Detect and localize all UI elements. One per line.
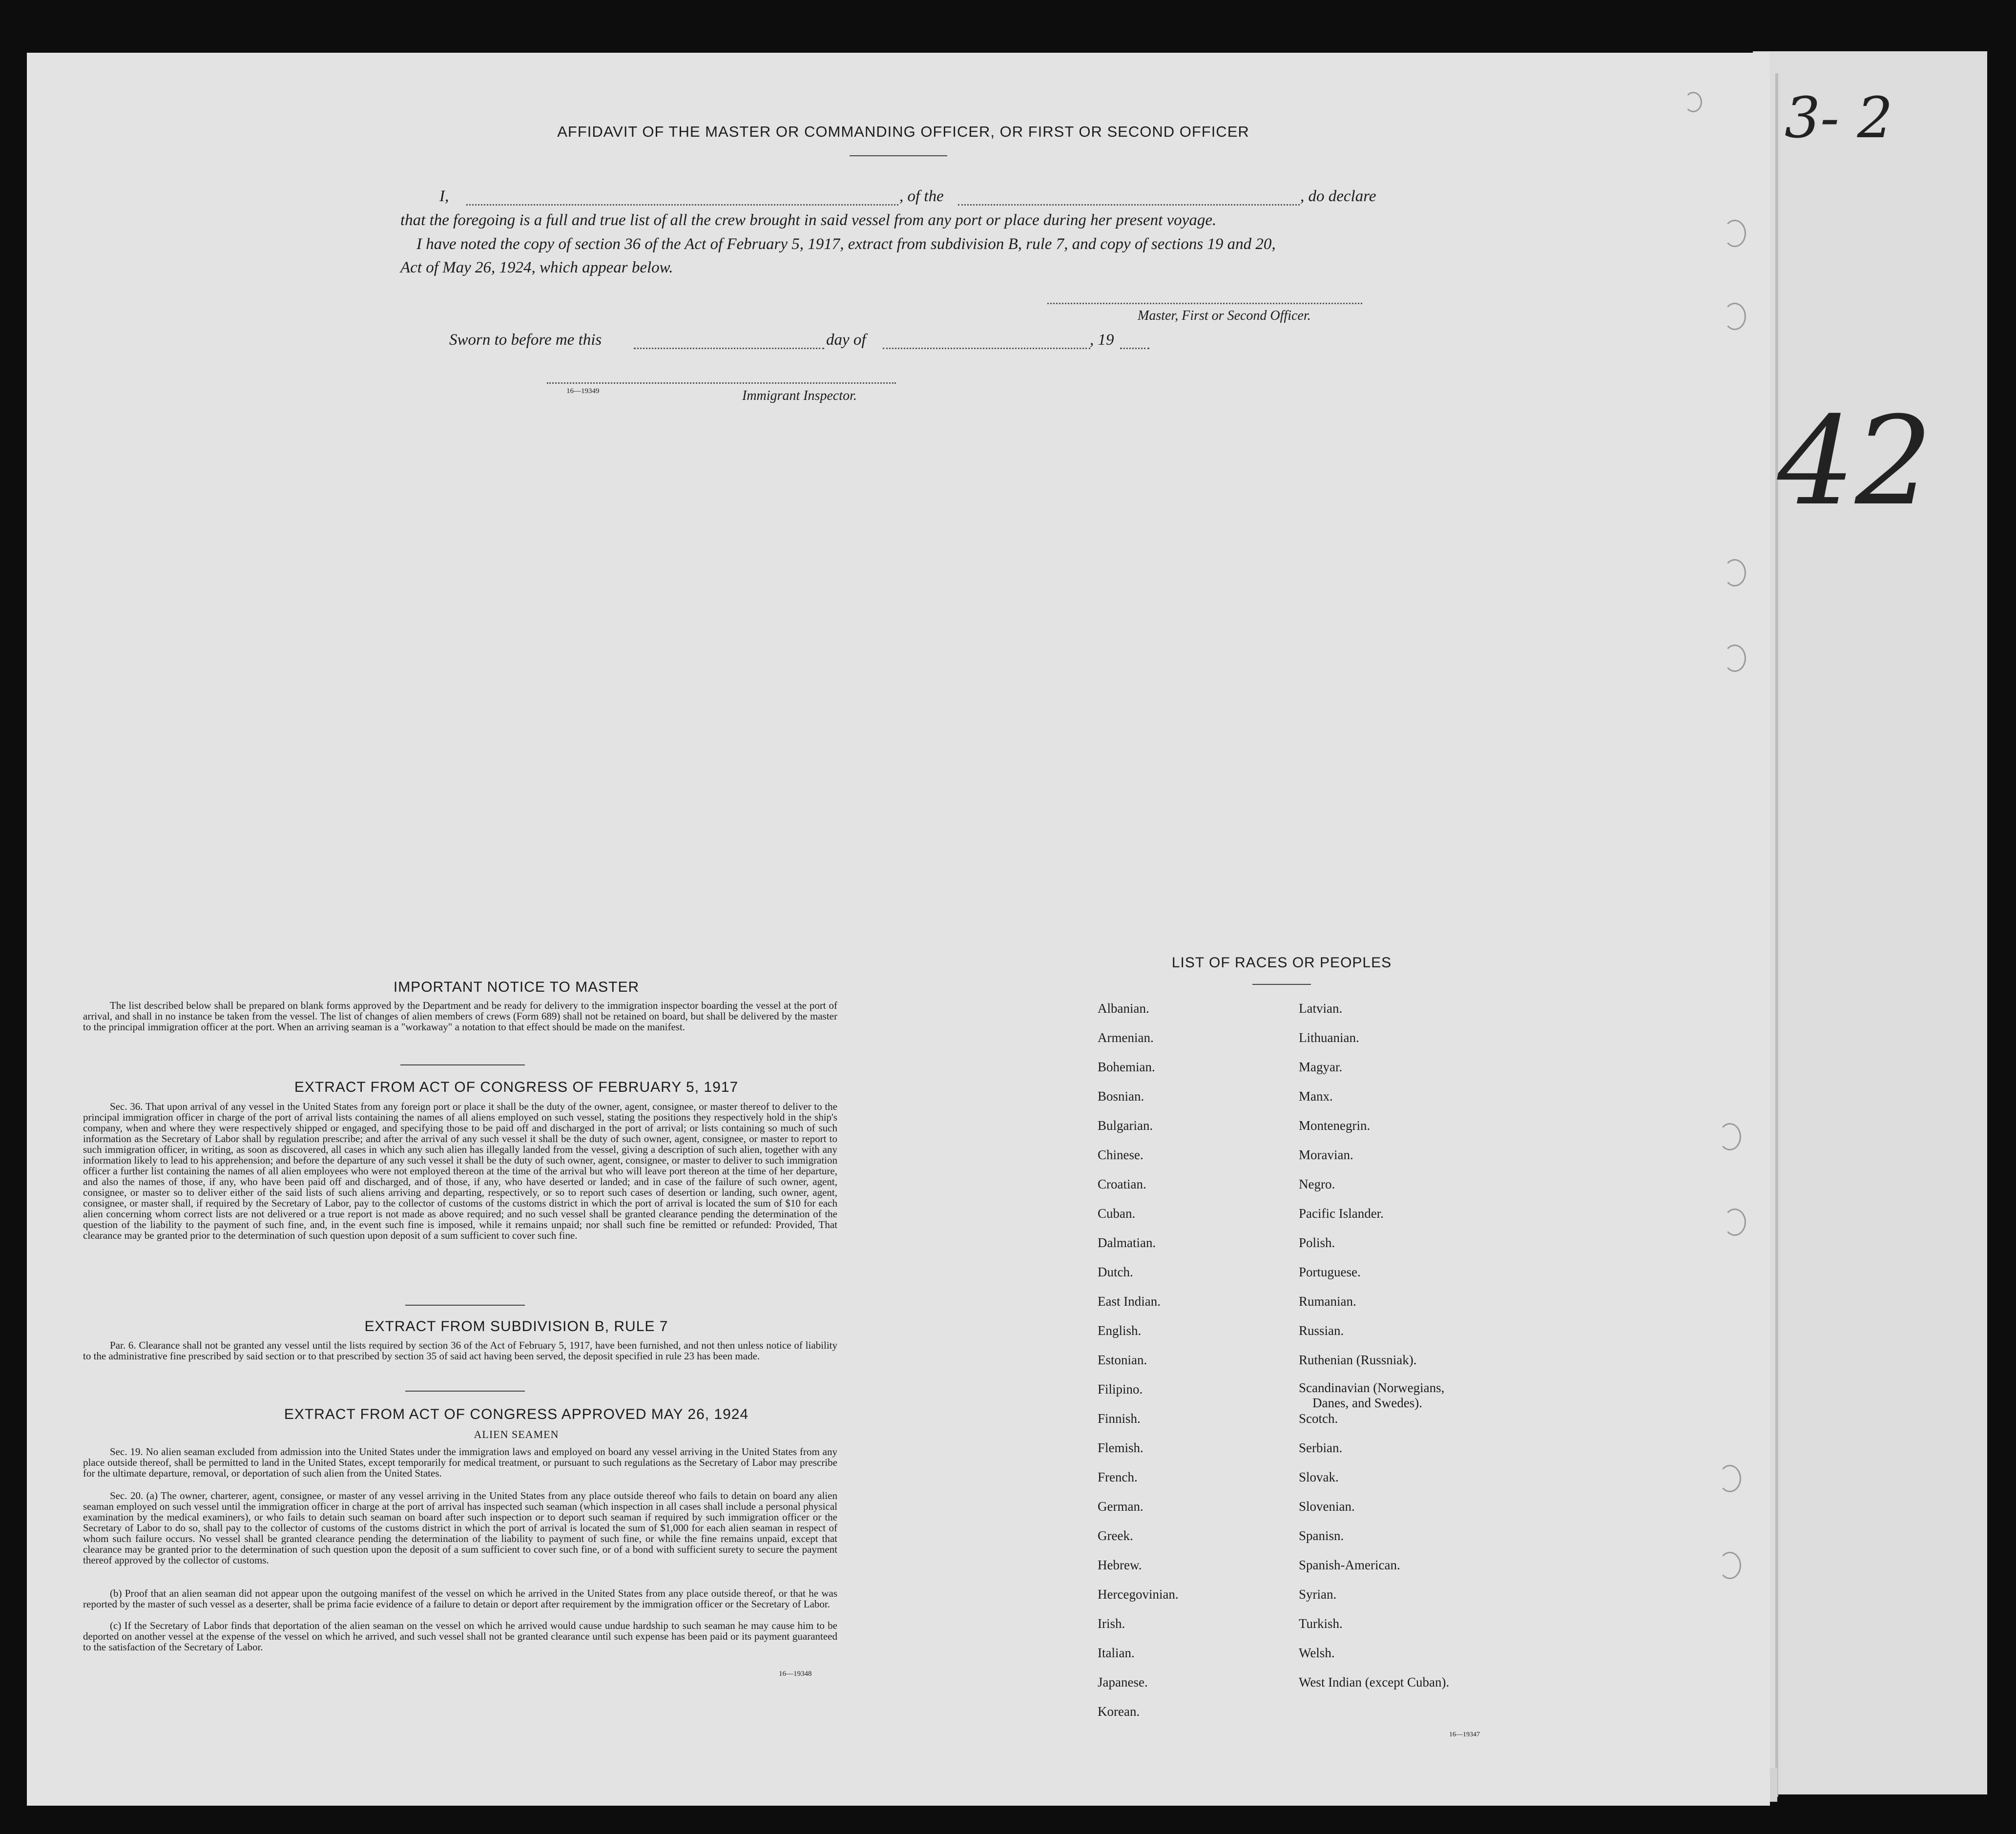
race-entry: Danes, and Swedes).: [1312, 1396, 1422, 1410]
race-entry: Negro.: [1299, 1177, 1335, 1191]
race-entry: Hebrew.: [1098, 1558, 1142, 1572]
notice-body: The list described below shall be prepared on blank forms approved by the Department and be ready for delivery to the immigration inspector boarding the vessel at the port of arrival, and shall in no instance be taken from the vessel. The list of changes of alien members of crews (Form 689) shall not be retained on board, but shall be delivered by the master to the principal immigration officer at the port. When an arriving seaman is a "workaway" a notation to that effect should be made on the manifest.: [83, 1000, 837, 1033]
race-entry: Italian.: [1098, 1646, 1135, 1660]
race-entry: Dalmatian.: [1098, 1235, 1156, 1250]
extract-1924-sec20a: Sec. 20. (a) The owner, charterer, agent, consignee, or master of any vessel arriving in the United States from any place outside thereof who fails to detain on board any alien seaman employed on such vessel until the immigration officer in charge at the port of arrival has inspected such seaman (which inspection in all cases shall include a personal physical examination by the medical examiners), or who fails to detain such seaman on board after such inspection or to deport such seaman if required by such immigration officer or the Secretary of Labor to do so, shall pay to the collector of customs of the customs district in which the port of arrival is located the sum of $1,000 for each alien seaman in respect of whom such failure occurs. No vessel shall be granted clearance pending the determination of the liability to payment of such fine, or while the fine remains unpaid, except that clearance may be granted prior to the determination of such question upon the deposit of a sum sufficient to cover such fine, or of a bond with sufficient surety to secure the payment thereof approved by the collector of customs.: [83, 1490, 837, 1566]
race-entry: Moravian.: [1299, 1147, 1353, 1162]
back-sheet-edge: [1775, 73, 1778, 1797]
race-entry: Ruthenian (Russniak).: [1299, 1353, 1417, 1367]
race-entry: Welsh.: [1299, 1646, 1335, 1660]
race-entry: Turkish.: [1299, 1616, 1343, 1631]
extract-1924-sec20b: (b) Proof that an alien seaman did not appear upon the outgoing manifest of the vessel on which he arrived in the United States from any place outside thereof, or that he was reported by the master of such vessel as a deserter, shall be prima facie evidence of a failure to detain or deport after requirement by the immigration officer or the Secretary of Labor.: [83, 1587, 837, 1610]
affidavit-line4: Act of May 26, 1924, which appear below.: [400, 259, 673, 276]
affidavit-form-number: 16—19349: [566, 387, 600, 395]
race-entry: Estonian.: [1098, 1353, 1147, 1367]
race-entry: Hercegovinian.: [1098, 1587, 1179, 1602]
master-label: Master, First or Second Officer.: [1138, 308, 1311, 323]
extract-1924-subtitle: ALIEN SEAMEN: [474, 1428, 559, 1440]
binder-hole: [1724, 645, 1746, 672]
race-entry: Cuban.: [1098, 1206, 1136, 1221]
sworn-text: Sworn to before me this: [449, 331, 602, 349]
affidavit-line1-i: I,: [439, 188, 449, 205]
handwritten-number-mid: 42: [1777, 390, 1933, 532]
race-entry: Scotch.: [1299, 1411, 1338, 1426]
extract-1924-sec20c: (c) If the Secretary of Labor finds that deportation of the alien seaman on the vessel on which he arrived would cause undue hardship to such seaman he may cause him to be deported on another vessel at the expense of the vessel on which he arrived, and such vessel shall not be granted clearance until such expense has been paid or its payment guaranteed to the satisfaction of the Secretary of Labor.: [83, 1620, 837, 1653]
race-entry: Magyar.: [1299, 1060, 1343, 1074]
notice-title: IMPORTANT NOTICE TO MASTER: [393, 979, 640, 995]
day-blank: [634, 348, 824, 349]
race-entry: West Indian (except Cuban).: [1299, 1675, 1450, 1689]
race-entry: Spanish-American.: [1299, 1558, 1400, 1572]
extract-1924-sec19: Sec. 19. No alien seaman excluded from admission into the United States under the immigration laws and employed on board any vessel arriving in the United States from any place outside thereof, shall be permitted to land in the United States, except temporarily for medical treatment, or pursuant to such regulations as the Secretary of Labor may prescribe for the ultimate departure, removal, or deportation of such alien from the United States.: [83, 1446, 837, 1479]
affidavit-title: AFFIDAVIT OF THE MASTER OR COMMANDING OFFICER, OR FIRST OR SECOND OFFICER: [557, 123, 1249, 140]
notice-rule: [400, 1064, 525, 1065]
back-sheet: [1753, 51, 1987, 1794]
race-entry: East Indian.: [1098, 1294, 1161, 1309]
affidavit-line1-of: , of the: [899, 188, 944, 205]
race-entry: Croatian.: [1098, 1177, 1146, 1191]
extract-1924-form-number: 16—19348: [779, 1670, 812, 1678]
race-entry: Albanian.: [1098, 1001, 1149, 1016]
vessel-blank: [958, 204, 1300, 206]
binder-hole: [1684, 92, 1702, 112]
day-of-text: day of: [826, 331, 866, 349]
race-entry: Russian.: [1299, 1323, 1344, 1338]
year-blank: [1120, 348, 1149, 349]
race-entry: Serbian.: [1299, 1440, 1343, 1455]
binder-hole: [1724, 220, 1746, 247]
race-entry: Chinese.: [1098, 1147, 1143, 1162]
binder-hole: [1724, 303, 1746, 330]
rule7-body: Par. 6. Clearance shall not be granted any vessel until the lists required by section 36 of the Act of February 5, 1917, have been furnished, and not then unless notice of liability to the administrative fine prescribed by said section or to that prescribed by section 35 of said act having been served, the deposit specified in rule 23 has been made.: [83, 1339, 837, 1362]
race-entry: Flemish.: [1098, 1440, 1143, 1455]
rule7-title: EXTRACT FROM SUBDIVISION B, RULE 7: [364, 1318, 668, 1334]
race-entry: Bulgarian.: [1098, 1118, 1153, 1133]
races-title: LIST OF RACES OR PEOPLES: [1171, 955, 1392, 971]
binder-hole: [1724, 1209, 1746, 1236]
race-entry: Pacific Islander.: [1299, 1206, 1384, 1221]
race-entry: Rumanian.: [1299, 1294, 1356, 1309]
race-entry: Armenian.: [1098, 1030, 1154, 1045]
extract-1917-rule: [405, 1305, 525, 1306]
race-entry: Montenegrin.: [1299, 1118, 1371, 1133]
race-entry: German.: [1098, 1499, 1143, 1514]
month-blank: [883, 348, 1090, 349]
race-entry: Portuguese.: [1299, 1265, 1361, 1279]
race-entry: Finnish.: [1098, 1411, 1141, 1426]
name-blank: [466, 204, 898, 206]
affidavit-title-rule: [850, 155, 947, 156]
inspector-label: Immigrant Inspector.: [742, 388, 857, 403]
binder-hole: [1719, 1123, 1741, 1150]
race-entry: Bohemian.: [1098, 1060, 1155, 1074]
extract-1917-title: EXTRACT FROM ACT OF CONGRESS OF FEBRUARY 5, 1917: [294, 1079, 739, 1095]
race-entry: Lithuanian.: [1299, 1030, 1359, 1045]
binder-hole: [1724, 559, 1746, 586]
race-entry: Latvian.: [1299, 1001, 1343, 1016]
binder-hole: [1719, 1465, 1741, 1492]
race-entry: Greek.: [1098, 1528, 1133, 1543]
race-entry: Korean.: [1098, 1704, 1140, 1719]
race-entry: Japanese.: [1098, 1675, 1148, 1689]
year-text: , 19: [1090, 331, 1114, 349]
race-entry: Dutch.: [1098, 1265, 1133, 1279]
race-entry: Filipino.: [1098, 1382, 1143, 1396]
race-entry: Slovak.: [1299, 1470, 1339, 1484]
handwritten-number-top: 3- 2: [1785, 85, 1893, 151]
races-form-number: 16—19347: [1449, 1731, 1480, 1738]
race-entry: Spanisn.: [1299, 1528, 1344, 1543]
affidavit-line1-declare: , do declare: [1300, 188, 1376, 205]
race-entry: Irish.: [1098, 1616, 1125, 1631]
race-entry: Manx.: [1299, 1089, 1333, 1104]
races-title-rule: [1252, 984, 1311, 985]
affidavit-line3: I have noted the copy of section 36 of the Act of February 5, 1917, extract from subdivision B, rule 7, and copy of sections 19 and 20,: [416, 235, 1276, 253]
race-entry: Polish.: [1299, 1235, 1335, 1250]
race-entry: Syrian.: [1299, 1587, 1337, 1602]
race-entry: Slovenian.: [1299, 1499, 1355, 1514]
race-entry: Bosnian.: [1098, 1089, 1144, 1104]
extract-1924-title: EXTRACT FROM ACT OF CONGRESS APPROVED MAY 26, 1924: [284, 1406, 749, 1422]
extract-1917-body: Sec. 36. That upon arrival of any vessel in the United States from any foreign port or place it shall be the duty of the owner, agent, consignee, or master thereof to deliver to the principal immigration officer in charge of the port of arrival lists containing the names of all aliens employed on such vessel, stating the positions they respectively hold in the ship's company, when and where they were respectively shipped or engaged, and specifying those to be paid off and discharged in the port of arrival; or lists containing so much of such information as the Secretary of Labor shall by regulation prescribe; and after the arrival of any such vessel it shall be the duty of such owner, agent, consignee, or master to report to such immigration officer, in writing, as soon as discovered, all cases in which any such alien has illegally landed from the vessel, giving a description of such alien, together with any information likely to lead to his apprehension; and before the departure of any such vessel it shall be the duty of such owner, agent, consignee, or master to deliver to such immigration officer a further list containing the names of all alien employees who were not employed thereon at the time of the arrival but who will leave port thereon at the time of her departure, and also the names of those, if any, who have been paid off and discharged, and of those, if any, who have deserted or landed; and in case of the failure of such owner, agent, consignee, or master so to deliver either of the said lists of such aliens arriving and departing, respectively, or so to report such cases of desertion or landing, such owner, agent, consignee, or master shall, if required by the Secretary of Labor, pay to the collector of customs of the customs district in which the port of arrival is located the sum of $10 for each alien concerning whom correct lists are not delivered or a true report is not made as above required; and no such vessel shall be granted clearance pending the determination of the question of the liability to the payment of such fine, and, in the event such fine is imposed, while it remains unpaid; nor shall such fine be remitted or refunded: Provided, That clearance may be granted prior to the determination of such question upon deposit of a sum sufficient to cover such fine.: [83, 1101, 837, 1241]
binder-hole: [1719, 1552, 1741, 1579]
rule7-rule: [405, 1391, 525, 1392]
race-entry: Scandinavian (Norwegians,: [1299, 1380, 1445, 1395]
race-entry: English.: [1098, 1323, 1142, 1338]
race-entry: French.: [1098, 1470, 1138, 1484]
affidavit-line2: that the foregoing is a full and true list of all the crew brought in said vessel from any port or place during her present voyage.: [400, 211, 1217, 229]
